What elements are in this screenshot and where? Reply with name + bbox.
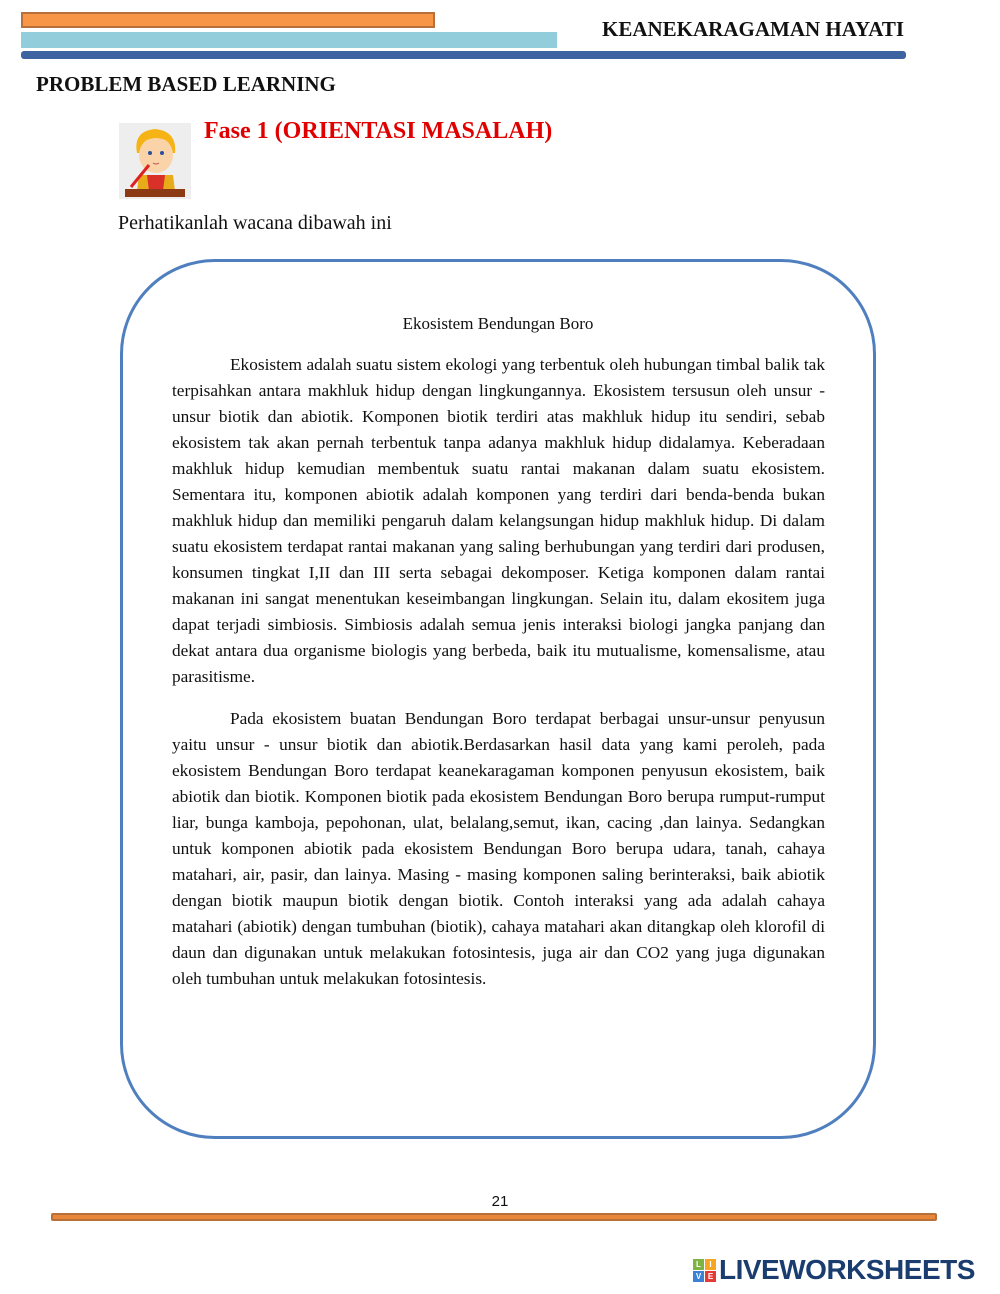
logo-tile: V (693, 1271, 704, 1282)
header-title: KEANEKARAGAMAN HAYATI (601, 17, 904, 41)
student-thinking-icon (119, 123, 191, 199)
reading-paragraph: Pada ekosistem buatan Bendungan Boro terdapat berbagai unsur-unsur penyusun yaitu unsur - unsur biotik dan abiotik.Berdasarkan hasil data yang kami peroleh, pada ekosistem Bendungan Boro terdapat keanekaragaman komponen penyusun ekosistem, baik abiotik dan biotik. Komponen biotik pada ekosistem Bendungan Boro berupa rumput-rumput liar, bunga kamboja, pepohonan, ulat, belalang,semut, ikan, cacing ,dan lainya. Sedangkan untuk komponen abiotik pada ekosistem Bendungan Boro berupa udara, tanah, cahaya matahari, air, pasir, dan lainya. Masing - masing komponen saling berinteraksi, baik abiotik dengan biotik maupun biotik dengan biotik. Contoh interaksi yang ada adalah cahaya matahari (abiotik) dengan tumbuhan (biotik), cahaya matahari akan ditangkap oleh klorofil di daun dan digunakan untuk melakukan fotosintesis, juga air dan CO2 yang juga digunakan oleh tumbuhan untuk melakukan fotosintesis. (172, 709, 825, 988)
reading-body (172, 352, 825, 1008)
header-cyan-bar (21, 32, 557, 48)
section-heading: PROBLEM BASED LEARNING (36, 72, 336, 96)
reading-paragraph: Ekosistem adalah suatu sistem ekologi yang terbentuk oleh hubungan timbal balik tak terpisahkan antara makhluk hidup dengan lingkungannya. Ekosistem tersusun oleh unsur - unsur biotik dan abiotik. Komponen biotik terdiri atas makhluk hidup itu sendiri, sebab ekosistem tak akan pernah terbentuk tanpa adanya makhluk hidup didalamya. Keberadaan makhluk hidup kemudian membentuk suatu rantai makanan dalam suatu ekosistem. Sementara itu, komponen abiotik adalah komponen yang terdiri dari benda-benda bukan makhluk hidup dan memiliki pengaruh dalam kelangsungan hidup makhluk hidup. Di dalam suatu ekosistem terdapat rantai makanan yang saling berhubungan yang terdiri dari produsen, konsumen tingkat I,II dan III serta sebagai dekomposer. Ketiga komponen dalam rantai makanan ini sangat menentukan keseimbangan lingkungan. Selain itu, dalam ekositem juga dapat terjadi simbiosis. Simbiosis adalah semua jenis interaksi biologi jangka panjang dan dekat antara dua organisme biologis yang berbeda, baik itu mutualisme, komensalisme, atau parasitisme. (172, 355, 825, 686)
instruction-text: Perhatikanlah wacana dibawah ini (118, 212, 392, 234)
footer-rule (51, 1213, 937, 1221)
phase-title: Fase 1 (ORIENTASI MASALAH) (204, 118, 553, 144)
header-blue-rule (21, 51, 906, 59)
reading-title: Ekosistem Bendungan Boro (402, 314, 594, 333)
logo-tile: I (705, 1259, 716, 1270)
header-orange-bar (21, 12, 435, 28)
logo-tile: L (693, 1259, 704, 1270)
page-number: 21 (491, 1193, 509, 1210)
liveworksheets-brand: LIVEWORKSHEETS (719, 1254, 975, 1285)
logo-tile: E (705, 1271, 716, 1282)
liveworksheets-logo-icon (693, 1259, 716, 1282)
liveworksheets-logo (693, 1254, 975, 1286)
